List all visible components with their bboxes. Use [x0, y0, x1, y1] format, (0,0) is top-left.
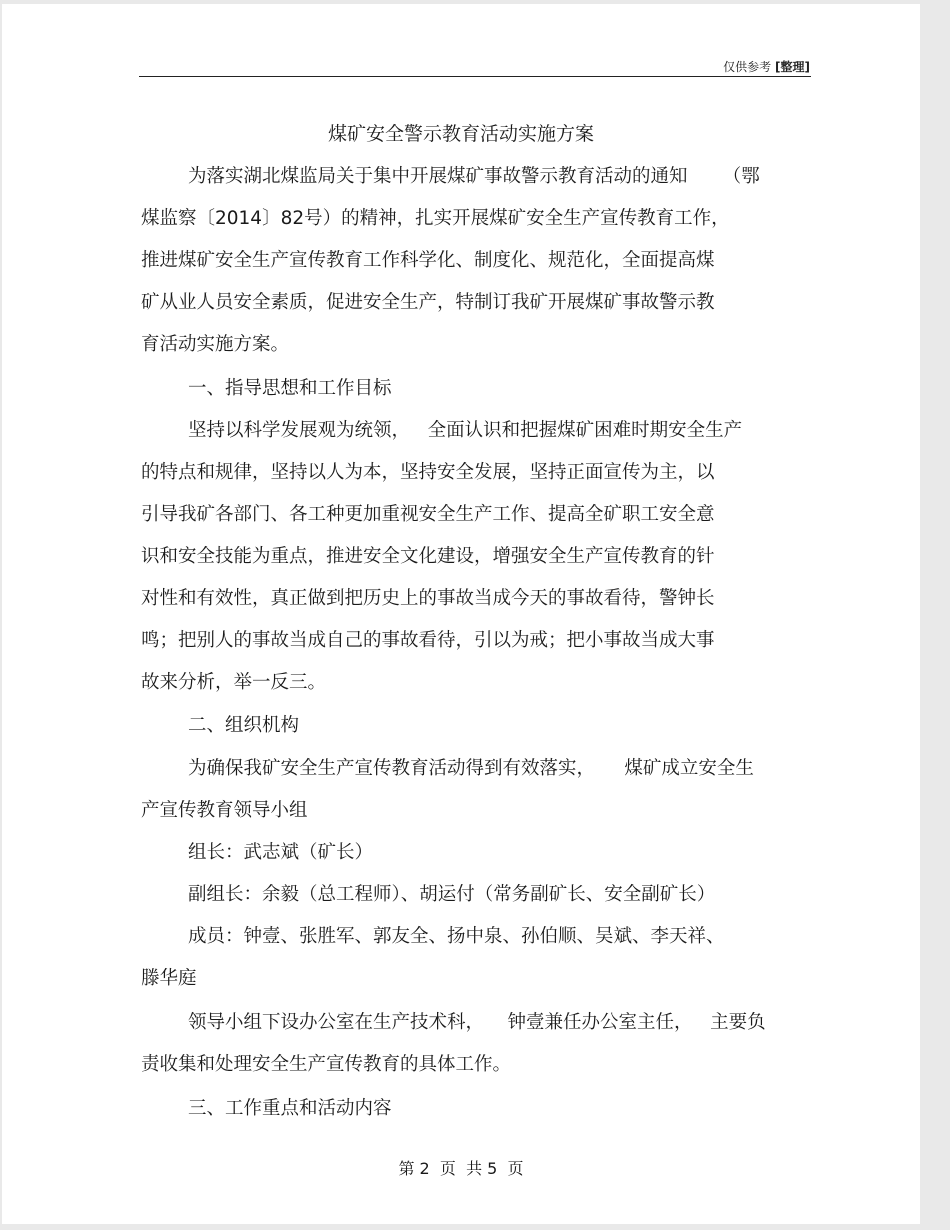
- section-heading: 二、组织机构: [188, 715, 300, 736]
- text-line: 责收集和处理安全生产宣传教育的具体工作。: [141, 1054, 512, 1075]
- text-line: 副组长：余毅（总工程师）、胡运付（常务副矿长、安全副矿长）: [188, 884, 716, 905]
- text-line: 鸣；把别人的事故当成自己的事故看待，引以为戒；把小事故当成大事: [141, 630, 715, 651]
- header-rule: [139, 76, 811, 77]
- text-line: 煤监察〔2014〕82号）的精神，扎实开展煤矿安全生产宣传教育工作，: [141, 208, 730, 229]
- text-line: 的特点和规律，坚持以人为本，坚持安全发展，坚持正面宣传为主，以: [141, 462, 715, 483]
- text-line: 坚持以科学发展观为统领， 全面认识和把握煤矿困难时期安全生产: [188, 420, 743, 441]
- document-title: 煤矿安全警示教育活动实施方案: [327, 123, 594, 145]
- section-heading: 三、工作重点和活动内容: [188, 1098, 392, 1119]
- text-line: 组长：武志斌（矿长）: [188, 842, 374, 863]
- text-line: 滕华庭: [141, 968, 197, 989]
- page-footer: 第 2 页 共 5 页: [398, 1159, 524, 1178]
- text-line: 故来分析，举一反三。: [141, 672, 327, 693]
- text-line: 育活动实施方案。: [141, 334, 290, 355]
- text-line: 产宣传教育领导小组: [141, 800, 308, 821]
- text-line: 领导小组下设办公室在生产技术科， 钟壹兼任办公室主任， 主要负: [188, 1012, 766, 1033]
- text-line: 成员：钟壹、张胜军、郭友全、扬中泉、孙伯顺、吴斌、李天祥、: [188, 926, 725, 947]
- section-heading: 一、指导思想和工作目标: [188, 378, 392, 399]
- text-line: 为落实湖北煤监局关于集中开展煤矿事故警示教育活动的通知 （鄂: [188, 166, 760, 187]
- text-line: 引导我矿各部门、各工种更加重视安全生产工作、提高全矿职工安全意: [141, 504, 715, 525]
- text-line: 识和安全技能为重点，推进安全文化建设，增强安全生产宣传教育的针: [141, 546, 715, 567]
- header-bracket: [整理]: [775, 60, 810, 74]
- text-line: 对性和有效性，真正做到把历史上的事故当成今天的事故看待，警钟长: [141, 588, 715, 609]
- text-line: 为确保我矿安全生产宣传教育活动得到有效落实， 煤矿成立安全生: [188, 758, 754, 779]
- page-header: [723, 58, 810, 75]
- text-line: 推进煤矿安全生产宣传教育工作科学化、制度化、规范化，全面提高煤: [141, 250, 715, 271]
- text-line: 矿从业人员安全素质，促进安全生产，特制订我矿开展煤矿事故警示教: [141, 292, 715, 313]
- document-page: [2, 4, 920, 1224]
- header-label: 仅供参考: [723, 60, 772, 74]
